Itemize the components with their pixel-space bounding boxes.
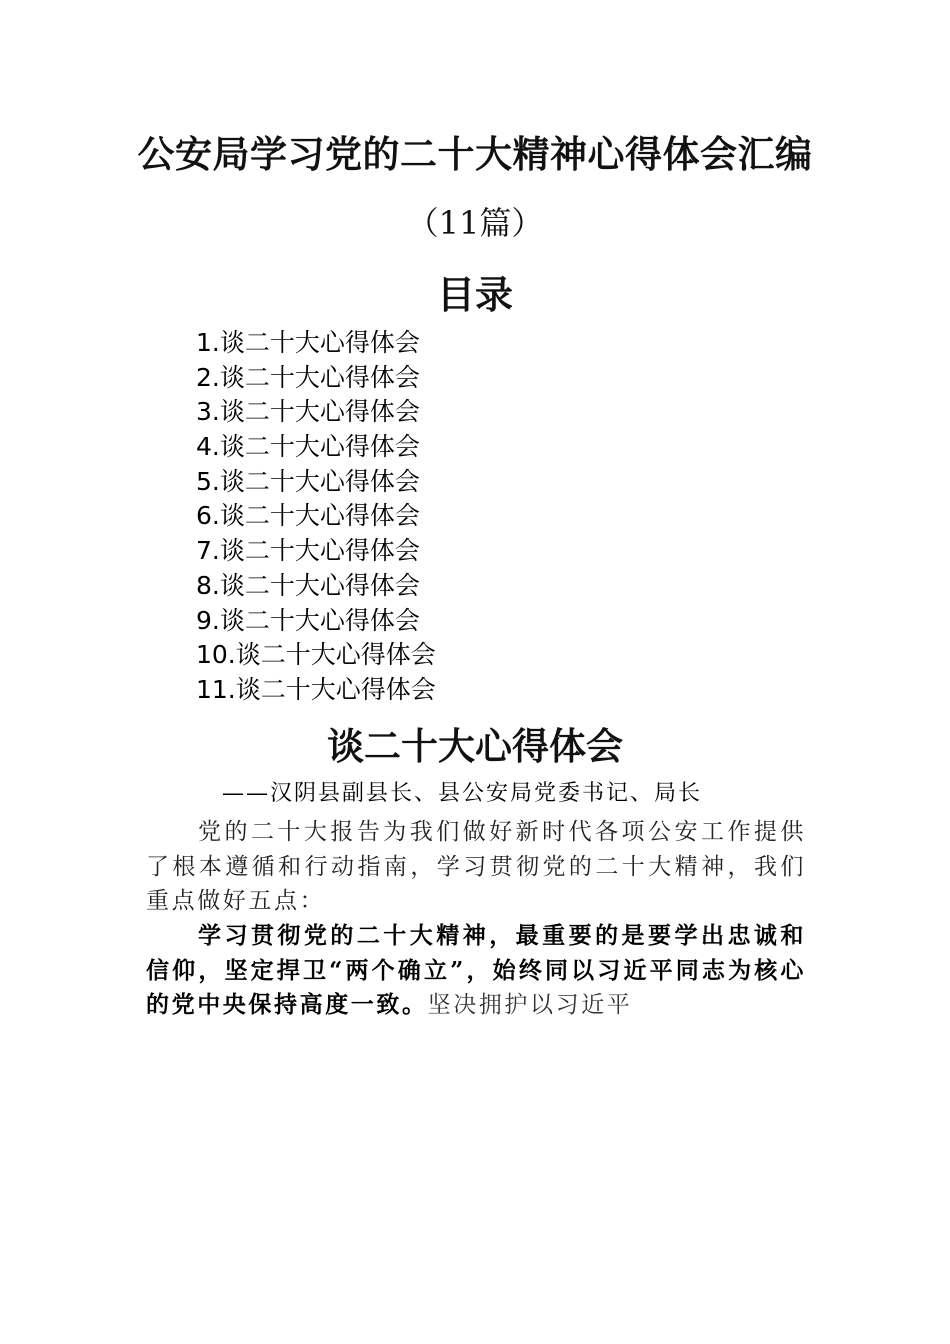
article-title: 谈二十大心得体会 [327, 724, 623, 768]
toc-item: 6.谈二十大心得体会 [196, 501, 420, 531]
toc-item: 3.谈二十大心得体会 [196, 397, 420, 427]
article-paragraph: 党的二十大报告为我们做好新时代各项公安工作提供了根本遵循和行动指南，学习贯彻党的二十大精神，我们重点做好五点： [146, 819, 806, 914]
article-byline: ——汉阴县副县长、县公安局党委书记、局长 [222, 781, 703, 806]
body-text: 坚决拥护以习近平 [427, 992, 633, 1018]
emphasis-text: 学习贯彻党的二十大精神，最重要的是要学出忠诚和信仰，坚定捍卫“两个确立”，始终同以习近平同志为核心的党中央保持高度一致。 [146, 922, 806, 1018]
toc-item: 4.谈二十大心得体会 [196, 432, 420, 462]
toc-item: 1.谈二十大心得体会 [196, 328, 420, 357]
table-of-contents [196, 326, 436, 708]
document-count: （11篇） [406, 204, 544, 242]
toc-item: 7.谈二十大心得体会 [196, 536, 420, 566]
toc-item: 2.谈二十大心得体会 [196, 362, 420, 392]
article-paragraph-emphasis [146, 919, 806, 1023]
toc-heading: 目录 [436, 272, 513, 317]
toc-item: 9.谈二十大心得体会 [196, 605, 420, 635]
toc-item: 8.谈二十大心得体会 [196, 570, 420, 600]
toc-item: 10.谈二十大心得体会 [196, 640, 436, 670]
toc-item: 11.谈二十大心得体会 [196, 674, 436, 704]
toc-item: 5.谈二十大心得体会 [196, 466, 420, 496]
document-title: 公安局学习党的二十大精神心得体会汇编 [137, 132, 813, 176]
